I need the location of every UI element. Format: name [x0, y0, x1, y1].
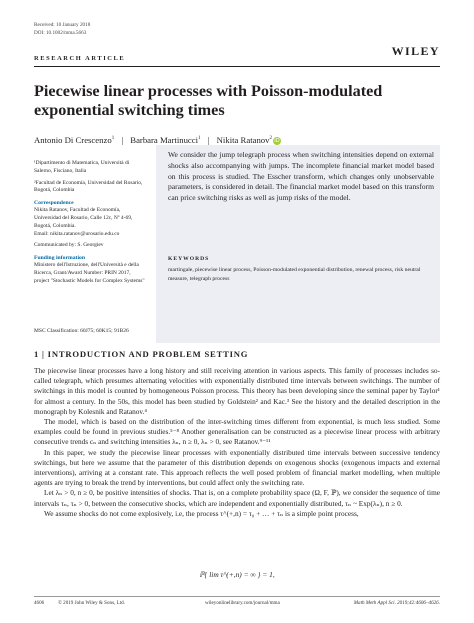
header-rule — [34, 66, 440, 67]
body-text — [34, 366, 440, 519]
journal-url[interactable]: wileyonlinelibrary.com/journal/mma — [205, 600, 280, 606]
publisher-logo: WILEY — [391, 44, 440, 58]
correspondence-address: Nikita Ratanov, Facultad de Economía, Universidad del Rosario, Calle 12c, Nº 4-69, Bogotá, Colombia. — [34, 207, 133, 229]
affiliation: ²Facultad de Economía, Universidad del Rosario, Bogotá, Colombia — [34, 179, 143, 194]
section-heading: 1 | INTRODUCTION AND PROBLEM SETTING — [34, 349, 249, 359]
orcid-icon[interactable]: iD — [274, 138, 280, 144]
author-name: Antonio Di Crescenzo — [34, 135, 112, 145]
communicated-by: Communicated by: S. Georgiev — [34, 242, 104, 249]
funding-heading: Funding information — [34, 255, 86, 262]
correspondence-email[interactable]: Email: nikita.ratanov@urosario.edu.co — [34, 230, 120, 237]
page-number: 4606 — [34, 600, 45, 606]
keywords-list: martingale, piecewise linear process, Poisson-modulated exponential distribution, renewal process, risk neutral measure, telegraph process — [168, 267, 421, 282]
paragraph: We assume shocks do not come explosively, i.e, the process τ^(+,n) = τ₀ + … + τₙ is a simple point process, — [44, 508, 359, 518]
abstract-text: We consider the jump telegraph process when switching intensities depend on external shocks also accompanying with jumps. The incomplete financial market model based on this process is studied. The Esscher transform, which changes only unobservable parameters, is considered in detail. The financial market model based on this transform can price switching risks as well as jump risks of the model. — [168, 150, 434, 203]
author-separator: | — [121, 135, 124, 145]
affiliations-column — [34, 160, 146, 290]
paragraph: The model, which is based on the distribution of the inter-switching times different from exponential, is much less studied. Some examples could be found in previous studies.⁵⁻⁸ Another generalisation can be constructed as a piecewise linear process with arbitrary consecutive trends cₙ and switching intensities λₙ, n ≥ 0, λₙ > 0, see Ratanov.⁹⁻¹¹ — [34, 417, 440, 447]
article-type: RESEARCH ARTICLE — [34, 55, 126, 62]
paragraph: Let λₙ > 0, n ≥ 0, be positive intensities of shocks. That is, on a complete probability space (Ω, F, ℙ), we consider the sequence of time intervals τₙ, τₙ > 0, between the consecutive shocks, which are independent and exponentially distributed, τₙ ~ Exp(λₙ), n ≥ 0. — [34, 488, 440, 508]
keywords-heading: KEYWORDS — [168, 256, 210, 262]
author-separator: | — [207, 135, 210, 145]
affiliation: ¹Dipartimento di Matematica, Università di Salerno, Fisciano, Italia — [34, 160, 130, 174]
paper-title: Piecewise linear processes with Poisson-modulated exponential switching times — [34, 82, 383, 120]
doi: DOI: 10.1002/mma.5663 — [34, 30, 87, 36]
funding-text: Ministero dell'Istruzione, dell'Università e della Ricerca, Grant/Award Number: PRIN 2017, project "Stochastic Models for Complex Systems" — [34, 262, 145, 284]
citation: Math Meth Appl Sci. 2019;42:4606–4626. — [353, 600, 440, 606]
paragraph: The piecewise linear processes have a long history and still receiving attention in various aspects. This family of processes includes so-called telegraph, which presumes alternating velocities with exponentially distributed time intervals between switchings. The number of switchings in this model is counted by homogeneous Poisson process. This theory has been developing since the seminal paper by Taylor¹ for almost a century. In the 50s, this model has been studied by Goldstein² and Kac.³ See the history and the detailed description in the monograph by Kolesnik and Ratanov.⁴ — [34, 366, 440, 416]
received-date: Received: 10 January 2018 — [34, 22, 91, 28]
author-affil-mark: 2 — [269, 136, 272, 142]
author-affil-mark: 1 — [111, 136, 115, 142]
msc-classification: MSC Classification: 60J75; 60K15; 91B26 — [34, 328, 129, 334]
correspondence-heading: Correspondence — [34, 200, 74, 207]
copyright: © 2019 John Wiley & Sons, Ltd. — [58, 600, 125, 606]
author-name: Nikita Ratanov — [216, 135, 270, 145]
display-equation: ℙ{ lim τ^(+,n) = ∞ } = 1, — [199, 570, 275, 579]
author-list — [34, 135, 281, 145]
author-name: Barbara Martinucci — [130, 135, 199, 145]
footer-rule — [34, 596, 440, 597]
paragraph: In this paper, we study the piecewise linear processes with exponentially distributed time intervals between successive tendency switchings, but here we assume that the parameter of this distribution depends on exogenous shocks (exogenous impacts and external interventions), arriving at a constant rate. This approach reflects the well posed problem of financial market modelling, when multiple agents are trying to break the trend by interventions, but could affect only the switching rate. — [34, 447, 440, 488]
author-affil-mark: 1 — [198, 136, 201, 142]
